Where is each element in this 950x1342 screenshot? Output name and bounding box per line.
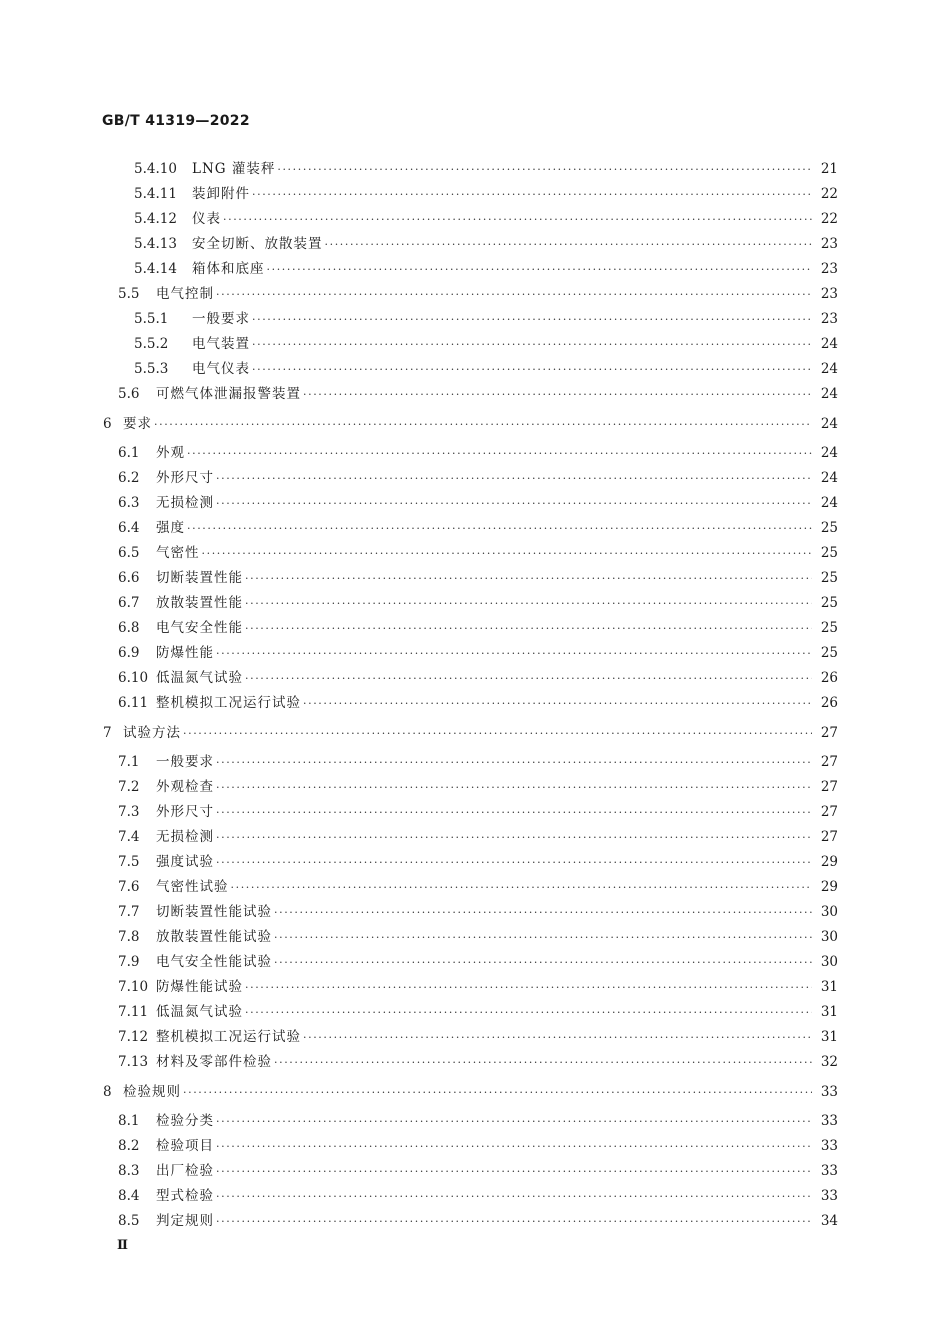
toc-entry-number: 7.13 [118, 1054, 149, 1070]
dot-leader [216, 472, 812, 485]
toc-entry-title: 检验项目 [156, 1138, 214, 1154]
toc-entry-number: 7.4 [118, 829, 140, 845]
toc-entry-page: 32 [820, 1054, 838, 1070]
dot-leader [216, 806, 812, 819]
dot-leader [252, 313, 812, 326]
toc-entry-page: 27 [820, 754, 838, 770]
toc-entry-page: 26 [820, 670, 838, 686]
dot-leader [267, 263, 813, 276]
toc-entry-page: 30 [820, 904, 838, 920]
toc-entry-page: 27 [820, 779, 838, 795]
toc-entry-page: 21 [820, 161, 838, 177]
toc-entry[interactable] [103, 412, 838, 432]
toc-entry-number: 6.9 [118, 645, 140, 661]
toc-entry-number: 7 [103, 725, 112, 741]
toc-entry[interactable] [134, 232, 838, 252]
dot-leader [183, 727, 812, 740]
dot-leader [216, 1190, 812, 1203]
toc-entry[interactable] [103, 721, 838, 741]
dot-leader [252, 188, 812, 201]
dot-leader [183, 1086, 812, 1099]
dot-leader [187, 522, 812, 535]
toc-entry-page: 25 [820, 570, 838, 586]
toc-entry[interactable] [118, 441, 838, 461]
toc-entry-number: 8.2 [118, 1138, 140, 1154]
toc-entry-page: 24 [820, 416, 838, 432]
toc-entry-title: 电气装置 [192, 336, 250, 352]
toc-entry[interactable] [134, 332, 838, 352]
toc-entry-title: 一般要求 [156, 754, 214, 770]
toc-entry[interactable] [134, 357, 838, 377]
toc-entry-number: 7.2 [118, 779, 140, 795]
toc-entry[interactable] [118, 591, 838, 611]
toc-entry-title: 检验规则 [123, 1084, 181, 1100]
toc-entry-page: 33 [820, 1188, 838, 1204]
toc-entry[interactable] [118, 541, 838, 561]
toc-entry-title: 防爆性能 [156, 645, 214, 661]
toc-entry-number: 5.6 [118, 386, 140, 402]
toc-entry-page: 30 [820, 929, 838, 945]
toc-entry-title: 气密性 [156, 545, 200, 561]
toc-entry-number: 8.3 [118, 1163, 140, 1179]
dot-leader [216, 1215, 812, 1228]
dot-leader [216, 831, 812, 844]
toc-entry[interactable] [118, 825, 838, 845]
toc-entry[interactable] [118, 1209, 838, 1229]
toc-entry[interactable] [118, 1109, 838, 1129]
toc-entry-title: 外观 [156, 445, 185, 461]
toc-entry-page: 34 [820, 1213, 838, 1229]
document-header: GB/T 41319—2022 [102, 113, 250, 129]
toc-entry[interactable] [118, 691, 838, 711]
toc-entry-title: 型式检验 [156, 1188, 214, 1204]
toc-entry-page: 24 [820, 495, 838, 511]
dot-leader [274, 931, 812, 944]
dot-leader [216, 1140, 812, 1153]
toc-entry-page: 27 [820, 829, 838, 845]
dot-leader [216, 288, 812, 301]
toc-entry[interactable] [118, 466, 838, 486]
toc-entry-title: 电气安全性能试验 [156, 954, 272, 970]
toc-entry-title: 整机模拟工况运行试验 [156, 1029, 301, 1045]
toc-entry-number: 5.4.11 [134, 186, 177, 202]
toc-entry[interactable] [118, 1159, 838, 1179]
dot-leader [216, 856, 812, 869]
toc-entry-page: 33 [820, 1113, 838, 1129]
toc-entry-page: 31 [820, 1004, 838, 1020]
toc-entry-number: 6.2 [118, 470, 140, 486]
toc-entry-title: 装卸附件 [192, 186, 250, 202]
dot-leader [154, 418, 812, 431]
toc-entry[interactable] [118, 566, 838, 586]
toc-entry-number: 5.5.1 [134, 311, 169, 327]
toc-entry-title: 电气安全性能 [156, 620, 243, 636]
toc-entry-number: 6.7 [118, 595, 140, 611]
dot-leader [216, 1165, 812, 1178]
toc-entry-number: 5.4.14 [134, 261, 177, 277]
toc-entry-title: 判定规则 [156, 1213, 214, 1229]
dot-leader [216, 1115, 812, 1128]
toc-entry-title: 可燃气体泄漏报警装置 [156, 386, 301, 402]
toc-entry[interactable] [118, 925, 838, 945]
toc-entry-title: 低温氮气试验 [156, 670, 243, 686]
toc-entry-title: 外形尺寸 [156, 804, 214, 820]
toc-entry[interactable] [103, 1080, 838, 1100]
toc-entry-number: 7.7 [118, 904, 140, 920]
toc-entry-number: 7.8 [118, 929, 140, 945]
toc-entry-number: 6.5 [118, 545, 140, 561]
toc-entry[interactable] [134, 157, 838, 177]
toc-entry-number: 6 [103, 416, 112, 432]
toc-entry-page: 30 [820, 954, 838, 970]
toc-entry-page: 24 [820, 336, 838, 352]
toc-entry-title: 电气仪表 [192, 361, 250, 377]
toc-entry-number: 8 [103, 1084, 112, 1100]
dot-leader [325, 238, 813, 251]
toc-entry-number: 7.11 [118, 1004, 149, 1020]
toc-entry-number: 6.4 [118, 520, 140, 536]
toc-entry-page: 23 [820, 261, 838, 277]
toc-entry-number: 7.1 [118, 754, 140, 770]
toc-entry-page: 33 [820, 1084, 838, 1100]
toc-entry-page: 33 [820, 1163, 838, 1179]
toc-entry-title: 气密性试验 [156, 879, 229, 895]
toc-entry-page: 24 [820, 361, 838, 377]
toc-entry-title: 安全切断、放散装置 [192, 236, 323, 252]
toc-entry-page: 23 [820, 311, 838, 327]
toc-entry[interactable] [118, 1184, 838, 1204]
toc-entry-number: 7.9 [118, 954, 140, 970]
dot-leader [303, 1031, 812, 1044]
toc-entry-title: 箱体和底座 [192, 261, 265, 277]
toc-entry[interactable] [118, 1000, 838, 1020]
dot-leader [274, 1056, 812, 1069]
dot-leader [223, 213, 812, 226]
dot-leader [252, 363, 812, 376]
toc-entry-number: 6.3 [118, 495, 140, 511]
toc-entry-number: 6.1 [118, 445, 140, 461]
toc-entry-title: 材料及零部件检验 [156, 1054, 272, 1070]
dot-leader [216, 647, 812, 660]
toc-entry-page: 24 [820, 445, 838, 461]
toc-entry-title: 放散装置性能试验 [156, 929, 272, 945]
toc-entry-number: 7.10 [118, 979, 149, 995]
toc-entry[interactable] [118, 950, 838, 970]
dot-leader [216, 497, 812, 510]
toc-entry-page: 33 [820, 1138, 838, 1154]
toc-entry[interactable] [118, 382, 838, 402]
dot-leader [245, 572, 812, 585]
toc-entry-number: 6.11 [118, 695, 149, 711]
dot-leader [187, 447, 812, 460]
dot-leader [245, 622, 812, 635]
toc-entry-number: 8.1 [118, 1113, 140, 1129]
page-number: Ⅱ [117, 1238, 128, 1253]
toc-entry[interactable] [134, 257, 838, 277]
toc-entry[interactable] [118, 1025, 838, 1045]
toc-entry-number: 5.5 [118, 286, 140, 302]
toc-entry-title: 切断装置性能试验 [156, 904, 272, 920]
toc-entry-title: 外形尺寸 [156, 470, 214, 486]
toc-entry-page: 25 [820, 545, 838, 561]
toc-entry-page: 29 [820, 854, 838, 870]
toc-entry-number: 5.5.3 [134, 361, 169, 377]
toc-entry-title: 无损检测 [156, 829, 214, 845]
dot-leader [277, 163, 812, 176]
toc-entry-title: 试验方法 [123, 725, 181, 741]
toc-entry-page: 29 [820, 879, 838, 895]
toc-entry-page: 25 [820, 645, 838, 661]
dot-leader [202, 547, 813, 560]
dot-leader [274, 956, 812, 969]
dot-leader [252, 338, 812, 351]
toc-entry-page: 22 [820, 211, 838, 227]
toc-entry[interactable] [118, 875, 838, 895]
toc-entry-page: 27 [820, 804, 838, 820]
toc-entry-page: 26 [820, 695, 838, 711]
toc-entry[interactable] [118, 491, 838, 511]
toc-entry-page: 27 [820, 725, 838, 741]
toc-entry[interactable] [118, 282, 838, 302]
toc-entry[interactable] [118, 616, 838, 636]
toc-entry-page: 25 [820, 520, 838, 536]
toc-entry[interactable] [118, 975, 838, 995]
toc-entry-page: 23 [820, 236, 838, 252]
toc-entry-title: 放散装置性能 [156, 595, 243, 611]
toc-entry-title: 低温氮气试验 [156, 1004, 243, 1020]
dot-leader [245, 597, 812, 610]
toc-entry[interactable] [134, 182, 838, 202]
toc-entry-number: 5.4.12 [134, 211, 177, 227]
toc-entry[interactable] [118, 666, 838, 686]
toc-entry-number: 5.5.2 [134, 336, 169, 352]
toc-entry-number: 6.8 [118, 620, 140, 636]
toc-entry-number: 6.10 [118, 670, 149, 686]
toc-entry[interactable] [118, 850, 838, 870]
dot-leader [303, 697, 812, 710]
dot-leader [231, 881, 813, 894]
toc-entry-title: 整机模拟工况运行试验 [156, 695, 301, 711]
toc-entry-number: 8.4 [118, 1188, 140, 1204]
toc-entry-page: 22 [820, 186, 838, 202]
toc-entry-page: 23 [820, 286, 838, 302]
toc-entry-title: 强度 [156, 520, 185, 536]
toc-entry[interactable] [118, 900, 838, 920]
dot-leader [303, 388, 812, 401]
toc-entry-title: 防爆性能试验 [156, 979, 243, 995]
toc-entry[interactable] [118, 775, 838, 795]
toc-entry-title: 一般要求 [192, 311, 250, 327]
toc-entry[interactable] [118, 1050, 838, 1070]
dot-leader [245, 1006, 812, 1019]
dot-leader [245, 981, 812, 994]
toc-entry-title: 要求 [123, 416, 152, 432]
toc-entry-page: 24 [820, 386, 838, 402]
toc-entry-title: 检验分类 [156, 1113, 214, 1129]
toc-entry-title: 切断装置性能 [156, 570, 243, 586]
toc-entry-number: 7.3 [118, 804, 140, 820]
toc-entry-title: 外观检查 [156, 779, 214, 795]
dot-leader [274, 906, 812, 919]
toc-entry-page: 25 [820, 620, 838, 636]
toc-entry-title: 仪表 [192, 211, 221, 227]
toc-entry-page: 25 [820, 595, 838, 611]
toc-entry[interactable] [118, 750, 838, 770]
toc-entry-page: 31 [820, 979, 838, 995]
toc-entry[interactable] [118, 516, 838, 536]
toc-entry-number: 5.4.10 [134, 161, 177, 177]
toc-entry-page: 24 [820, 470, 838, 486]
toc-entry-number: 7.6 [118, 879, 140, 895]
toc-entry-title: LNG 灌装秤 [192, 161, 276, 177]
toc-entry-number: 5.4.13 [134, 236, 177, 252]
toc-entry-page: 31 [820, 1029, 838, 1045]
toc-entry-number: 8.5 [118, 1213, 140, 1229]
toc-entry[interactable] [118, 800, 838, 820]
toc-entry-title: 出厂检验 [156, 1163, 214, 1179]
dot-leader [216, 756, 812, 769]
dot-leader [216, 781, 812, 794]
toc-entry-title: 无损检测 [156, 495, 214, 511]
toc-entry-number: 6.6 [118, 570, 140, 586]
toc-entry[interactable] [118, 1134, 838, 1154]
toc-entry-title: 强度试验 [156, 854, 214, 870]
toc-entry-number: 7.5 [118, 854, 140, 870]
toc-entry[interactable] [118, 641, 838, 661]
toc-entry[interactable] [134, 207, 838, 227]
toc-entry-number: 7.12 [118, 1029, 149, 1045]
toc-entry-title: 电气控制 [156, 286, 214, 302]
toc-entry[interactable] [134, 307, 838, 327]
dot-leader [245, 672, 812, 685]
